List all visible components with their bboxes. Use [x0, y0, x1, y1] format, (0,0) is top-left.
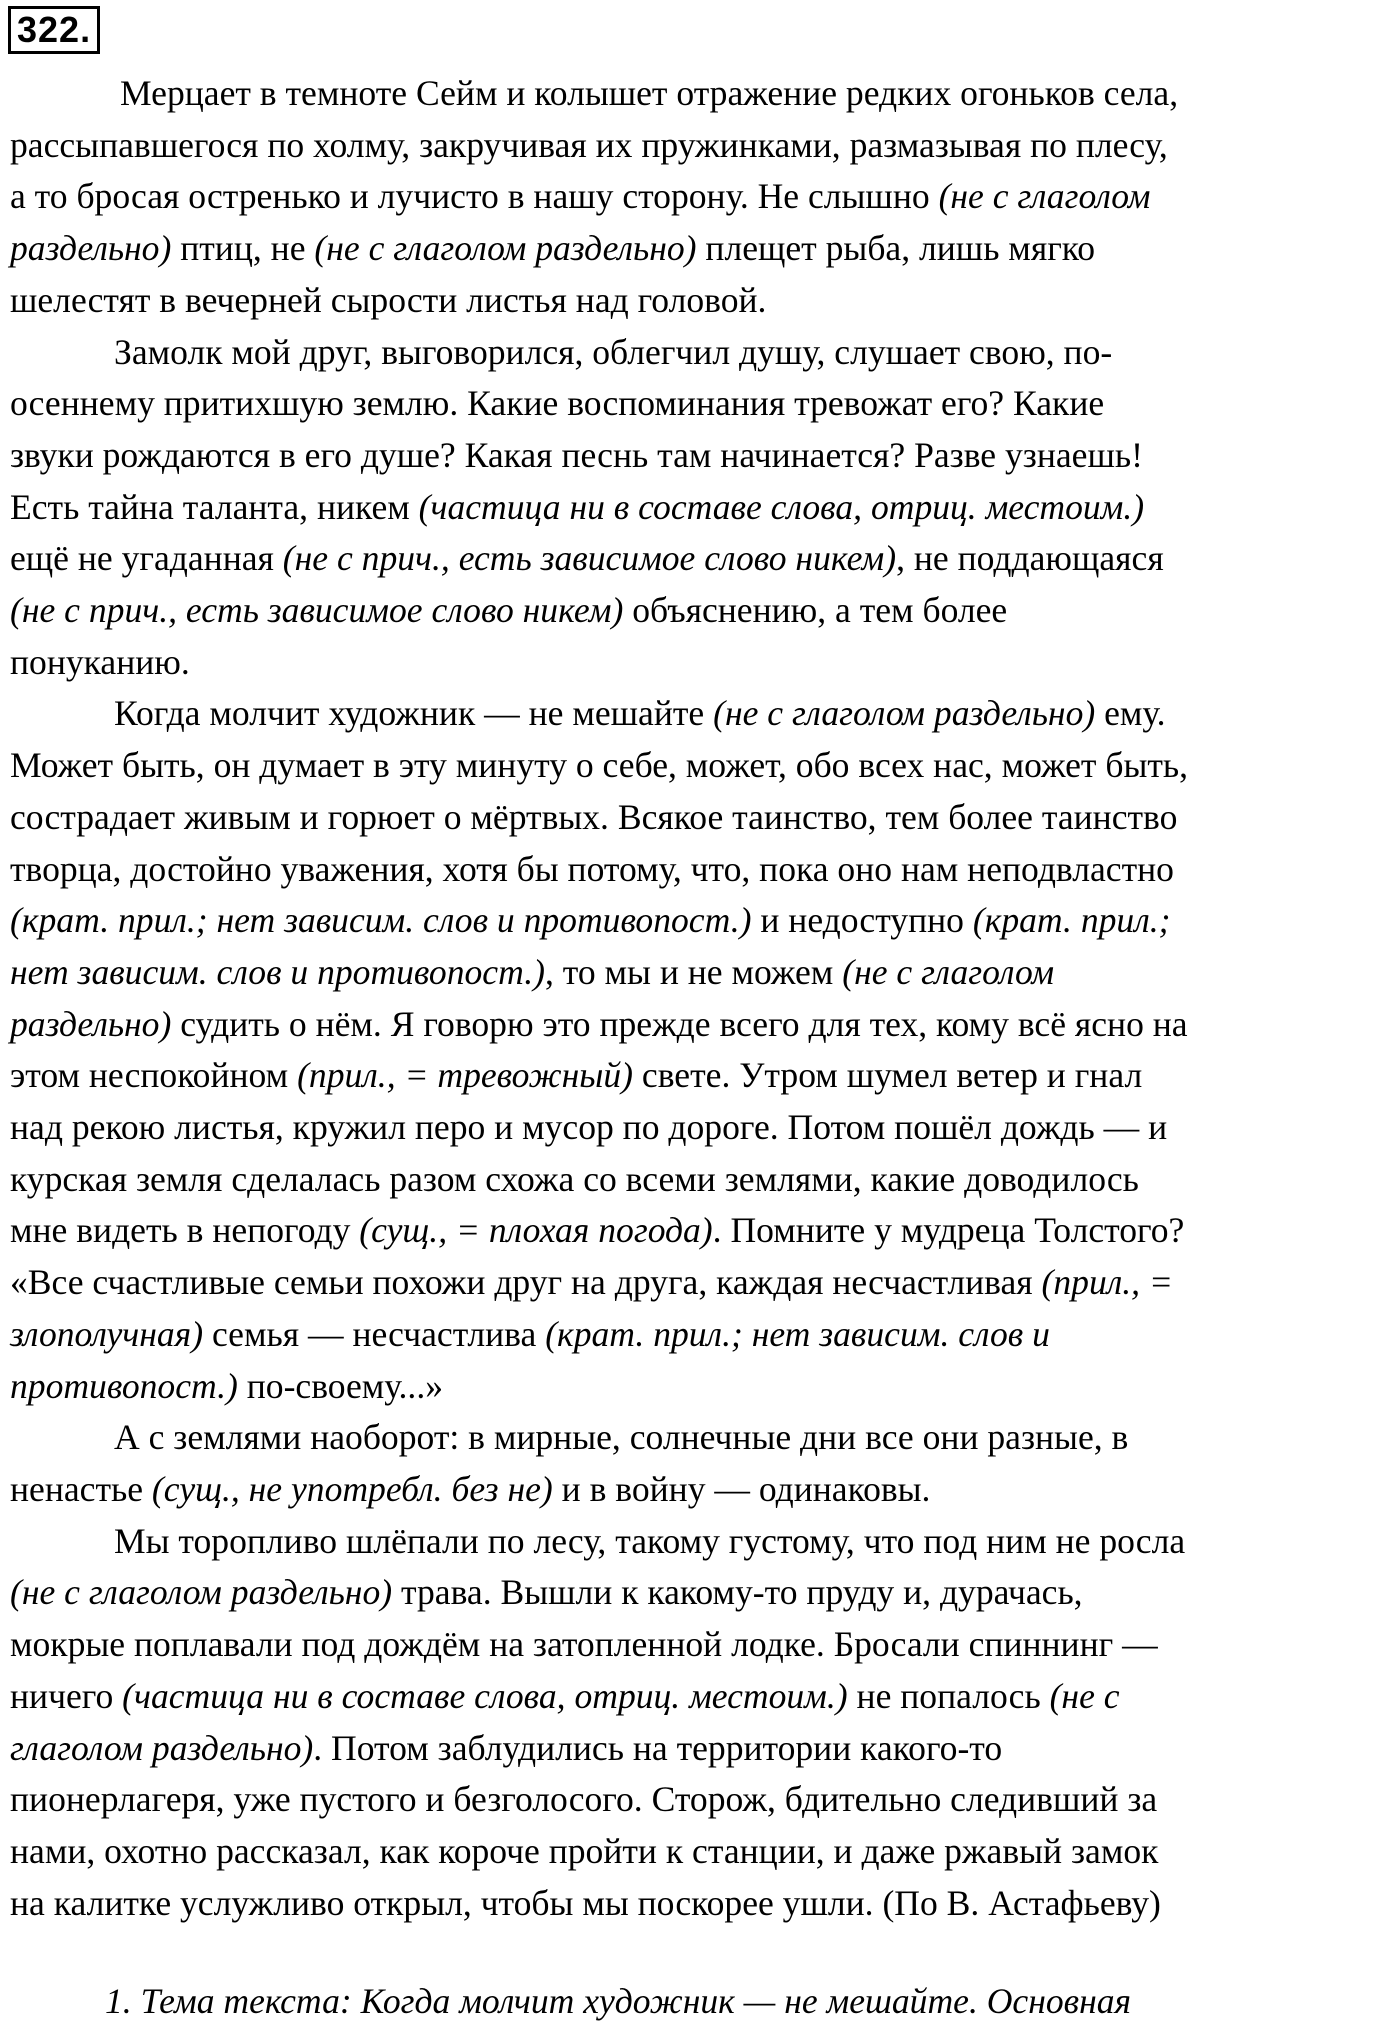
- body-text: семья — несчастлива: [203, 1313, 546, 1354]
- annotation-text: (не с глаголом раздельно): [314, 228, 697, 269]
- text-line: [10, 1567, 1395, 1619]
- text-line: [10, 792, 1395, 844]
- text-line: [10, 430, 1395, 482]
- text-line: [10, 68, 1395, 120]
- annotation-text: (не с глаголом раздельно): [10, 1572, 393, 1613]
- annotation-text: (прил., = тревожный): [297, 1055, 634, 1096]
- answer-line: 1. Тема текста: Когда молчит художник — не мешайте. Основная: [105, 1981, 1132, 2021]
- text-line: [10, 120, 1395, 172]
- annotation-text: раздельно): [10, 228, 172, 269]
- body-text: и недоступно: [751, 900, 973, 941]
- body-text: судить о нём. Я говорю это прежде всего для тех, кому всё ясно на: [171, 1003, 1188, 1044]
- text-line: [10, 999, 1395, 1051]
- annotation-text: (сущ., = плохая погода): [359, 1210, 713, 1251]
- exercise-number: 322.: [8, 6, 100, 54]
- text-line: [10, 533, 1395, 585]
- body-text: нами, охотно рассказал, как короче пройти к станции, и даже ржавый замок: [10, 1830, 1159, 1871]
- text-line: [10, 1205, 1395, 1257]
- body-text: шелестят в вечерней сырости листья над головой.: [10, 279, 767, 320]
- body-text: «Все счастливые семьи похожи друг на друга, каждая несчастливая: [10, 1262, 1042, 1303]
- body-text: и в войну — одинаковы.: [552, 1468, 931, 1509]
- text-line: [10, 585, 1395, 637]
- body-text: Может быть, он думает в эту минуту о себе, может, обо всех нас, может быть,: [10, 745, 1189, 786]
- annotation-text: (крат. прил.; нет зависим. слов и: [545, 1313, 1050, 1354]
- text-line: [10, 171, 1395, 223]
- body-text: мокрые поплавали под дождём на затопленной лодке. Бросали спиннинг —: [10, 1624, 1158, 1665]
- annotation-text: (частица ни в составе слова, отриц. местоим.): [418, 486, 1145, 527]
- body-text: по-своему...»: [237, 1365, 444, 1406]
- text-line: [10, 1102, 1395, 1154]
- annotation-text: злополучная): [10, 1313, 204, 1354]
- text-line: [10, 1774, 1395, 1826]
- body-text: плещет рыба, лишь мягко: [696, 228, 1096, 269]
- body-text: не попалось: [847, 1675, 1050, 1716]
- text-line: [10, 1361, 1395, 1413]
- body-text: птиц, не: [171, 228, 315, 269]
- body-text: , не поддающаяся: [896, 538, 1164, 579]
- body-text: Мерцает в темноте Сейм и колышет отражение редких огоньков села,: [120, 73, 1179, 113]
- body-text: объяснению, а тем более: [623, 590, 1008, 631]
- text-line: [10, 1619, 1395, 1671]
- annotation-text: (частица ни в составе слова, отриц. местоим.): [122, 1675, 848, 1716]
- annotation-text: (не с прич., есть зависимое слово никем): [10, 590, 624, 631]
- body-text: творца, достойно уважения, хотя бы потому, что, пока оно нам неподвластно: [10, 848, 1174, 889]
- annotation-text: нет зависим. слов и противопост.): [10, 951, 545, 992]
- body-text: над рекою листья, кружил перо и мусор по дороге. Потом пошёл дождь — и: [10, 1107, 1168, 1148]
- text-line: [10, 1516, 1395, 1568]
- annotation-text: (крат. прил.; нет зависим. слов и противопост.): [10, 900, 752, 941]
- text-line: [10, 1412, 1395, 1464]
- body-text: этом неспокойном: [10, 1055, 298, 1096]
- text-line: [10, 1309, 1395, 1361]
- annotation-text: (прил., =: [1041, 1262, 1173, 1303]
- text-line: [10, 1257, 1395, 1309]
- annotation-text: (не с: [1049, 1675, 1120, 1716]
- paragraph: [10, 327, 1395, 689]
- body-text: , то мы и не можем: [544, 951, 843, 992]
- text-line: [10, 1154, 1395, 1206]
- text-line: [10, 223, 1395, 275]
- body-text: понуканию.: [10, 641, 190, 682]
- text-line: [10, 1050, 1395, 1102]
- annotation-text: (сущ., не употребл. без не): [151, 1468, 553, 1509]
- annotation-text: (не с глаголом: [842, 951, 1055, 992]
- text-line: [10, 688, 1395, 740]
- text-line: [10, 275, 1395, 327]
- body-text: на калитке услужливо открыл, чтобы мы поскорее ушли. (По В. Астафьеву): [10, 1882, 1161, 1923]
- body-text: ничего: [10, 1675, 123, 1716]
- body-text: Есть тайна таланта, никем: [10, 486, 419, 527]
- annotation-text: раздельно): [10, 1003, 172, 1044]
- body-text: трава. Вышли к какому-то пруду и, дурачась,: [392, 1572, 1083, 1613]
- body-text: . Потом заблудились на территории какого-то: [313, 1727, 1003, 1768]
- text-line: [10, 1826, 1395, 1878]
- annotation-text: (не с глаголом раздельно): [713, 693, 1096, 734]
- text-line: [10, 327, 1395, 379]
- text-line: [10, 844, 1395, 896]
- text-line: [10, 1878, 1395, 1930]
- body-text: сострадает живым и горюет о мёртвых. Всякое таинство, тем более таинство: [10, 796, 1178, 837]
- text-line: [10, 1723, 1395, 1775]
- body-text: Замолк мой друг, выговорился, облегчил душу, слушает свою, по-: [114, 331, 1113, 372]
- text-line: [10, 1464, 1395, 1516]
- body-text: Мы торопливо шлёпали по лесу, такому густому, что под ним не росла: [114, 1520, 1186, 1561]
- paragraph: [10, 688, 1395, 1412]
- body-text: свете. Утром шумел ветер и гнал: [633, 1055, 1143, 1096]
- annotation-text: (не с глаголом: [938, 176, 1151, 217]
- body-text: ненастье: [10, 1468, 152, 1509]
- body-text: . Помните у мудреца Толстого?: [712, 1210, 1185, 1251]
- text-line: [10, 637, 1395, 689]
- body-text: звуки рождаются в его душе? Какая песнь там начинается? Разве узнаешь!: [10, 434, 1143, 475]
- annotation-text: противопост.): [10, 1365, 238, 1406]
- body-text: а то бросая остренько и лучисто в нашу сторону. Не слышно: [10, 176, 939, 217]
- text-line: [10, 895, 1395, 947]
- body-text: осеннему притихшую землю. Какие воспоминания тревожат его? Какие: [10, 383, 1105, 424]
- paragraph: [10, 1412, 1395, 1515]
- body-text: рассыпавшегося по холму, закручивая их пружинками, размазывая по плесу,: [10, 124, 1168, 165]
- body-text: Когда молчит художник — не мешайте: [114, 693, 714, 734]
- paragraph: [10, 1516, 1395, 1930]
- annotation-text: глаголом раздельно): [10, 1727, 314, 1768]
- paragraph: [10, 68, 1395, 327]
- annotation-text: (крат. прил.;: [972, 900, 1171, 941]
- text-line: [10, 947, 1395, 999]
- body-text: ещё не угаданная: [10, 538, 283, 579]
- body-text: курская земля сделалась разом схожа со всеми землями, какие доводилось: [10, 1158, 1139, 1199]
- body-text: А с землями наоборот: в мирные, солнечные дни все они разные, в: [114, 1417, 1129, 1458]
- body-text: ему.: [1095, 693, 1166, 734]
- body-text: мне видеть в непогоду: [10, 1210, 360, 1251]
- text-line: [10, 1671, 1395, 1723]
- body-text: пионерлагеря, уже пустого и безголосого. Сторож, бдительно следивший за: [10, 1779, 1158, 1820]
- text-line: [10, 740, 1395, 792]
- text-line: [10, 482, 1395, 534]
- text-line: [10, 378, 1395, 430]
- annotation-text: (не с прич., есть зависимое слово никем): [282, 538, 897, 579]
- exercise-text: [10, 68, 1395, 1929]
